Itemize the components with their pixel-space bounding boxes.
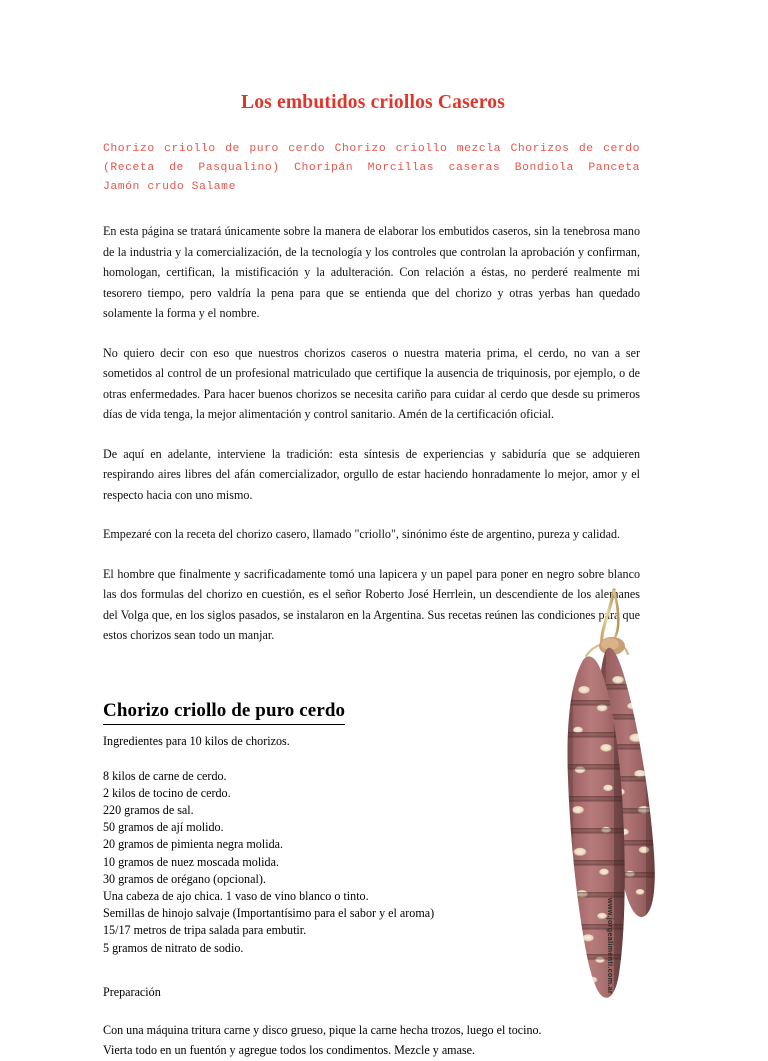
twine-hanger xyxy=(586,590,628,656)
link-morcillas-caseras[interactable]: Morcillas caseras xyxy=(367,162,501,174)
ingredient-item: 50 gramos de ají molido. xyxy=(103,820,224,835)
ingredient-item: Una cabeza de ajo chica. 1 vaso de vino blanco o tinto. xyxy=(103,888,369,903)
link-list xyxy=(103,140,640,197)
ingredient-item: 2 kilos de tocino de cerdo. xyxy=(103,785,231,800)
recipe-heading: Chorizo criollo de puro cerdo xyxy=(103,699,345,725)
body-paragraph: De aquí en adelante, interviene la tradición: esta síntesis de experiencias y sabiduría que se adquieren respirando aires libres del afán comercializador, orgullo de estar haciendo honradamente lo mejor, amor y el respecto hacia con uno mismo. xyxy=(103,446,640,502)
preparation-text: Con una máquina tritura carne y disco grueso, pique la carne hecha trozos, luego el tocino. Vierta todo en un fuentón y agregue todos los condimentos. Mezcle y amase. xyxy=(103,1022,542,1058)
body-paragraph: Empezaré con la receta del chorizo casero, llamado "criollo", sinónimo éste de argentino, pureza y calidad. xyxy=(103,527,621,541)
ingredient-item: 5 gramos de nitrato de sodio. xyxy=(103,940,244,955)
page-title: Los embutidos criollos Caseros xyxy=(240,92,506,113)
link-choripan[interactable]: Choripán xyxy=(294,162,354,174)
ingredient-item: 220 gramos de sal. xyxy=(103,802,194,817)
link-chorizos-cerdo-pasqualino[interactable]: Chorizos de cerdo (Receta de Pasqualino) xyxy=(103,143,641,174)
body-paragraph: El hombre que finalmente y sacrificadamente tomó una lapicera y un papel para poner en negro sobre blanco las dos formulas del chorizo en cuestión, es el señor Roberto José Herrlein, un descendiente de los alemanes del Volga que, en los siglos pasados, se instalaron en la Argentina. Sus recetas reúnen las condiciones para que estos chorizos sean todo un manjar. xyxy=(103,566,640,642)
body-paragraph: No quiero decir con eso que nuestros chorizos caseros o nuestra materia prima, el cerdo, no van a ser sometidos al control de un profesional matriculado que certifique la ausencia de triquinosis, por ejemplo, o de otras enfermedades. Para hacer buenos chorizos se necesita cariño para cuidar al cerdo que desde su primeros días de vida tenga, la mejor alimentación y control sanitario. Amén de la certificación oficial. xyxy=(103,345,640,421)
recipe-yield-line: Ingredientes para 10 kilos de chorizos. xyxy=(103,733,290,748)
intro-paragraphs xyxy=(103,221,643,646)
ingredient-item: 8 kilos de carne de cerdo. xyxy=(103,768,227,783)
link-panceta[interactable]: Panceta xyxy=(588,162,641,174)
link-salame[interactable]: Salame xyxy=(191,181,236,193)
ingredient-item: 30 gramos de orégano (opcional). xyxy=(103,871,266,886)
link-jamon-crudo[interactable]: Jamón crudo xyxy=(103,181,185,193)
ingredient-item: 10 gramos de nuez moscada molida. xyxy=(103,854,279,869)
ingredient-item: 15/17 metros de tripa salada para embutir. xyxy=(103,923,307,938)
ingredient-item: Semillas de hinojo salvaje (Importantísimo para el sabor y el aroma) xyxy=(103,906,435,921)
link-bondiola[interactable]: Bondiola xyxy=(514,162,574,174)
link-chorizo-criollo-puro-cerdo[interactable]: Chorizo criollo de puro cerdo xyxy=(103,143,326,155)
preparation-label: Preparación xyxy=(103,984,161,999)
link-chorizo-criollo-mezcla[interactable]: Chorizo criollo mezcla xyxy=(334,143,502,155)
ingredient-item: 20 gramos de pimienta negra molida. xyxy=(103,837,284,852)
image-watermark: www.jorgealimenti.com.ar xyxy=(606,898,615,995)
body-paragraph: En esta página se tratará únicamente sobre la manera de elaborar los embutidos caseros, sin la tenebrosa mano de la industria y la comercialización, de la tecnología y los controles que controlan la aprobación y confirman, homologan, certifican, la mistificación y la adulteración. Con relación a éstas, no perderé realmente mi tesorero tiempo, pero valdría la pena para que se entienda que del chorizo y otras yerbas han quedado solamente la forma y el nombre. xyxy=(103,224,640,320)
